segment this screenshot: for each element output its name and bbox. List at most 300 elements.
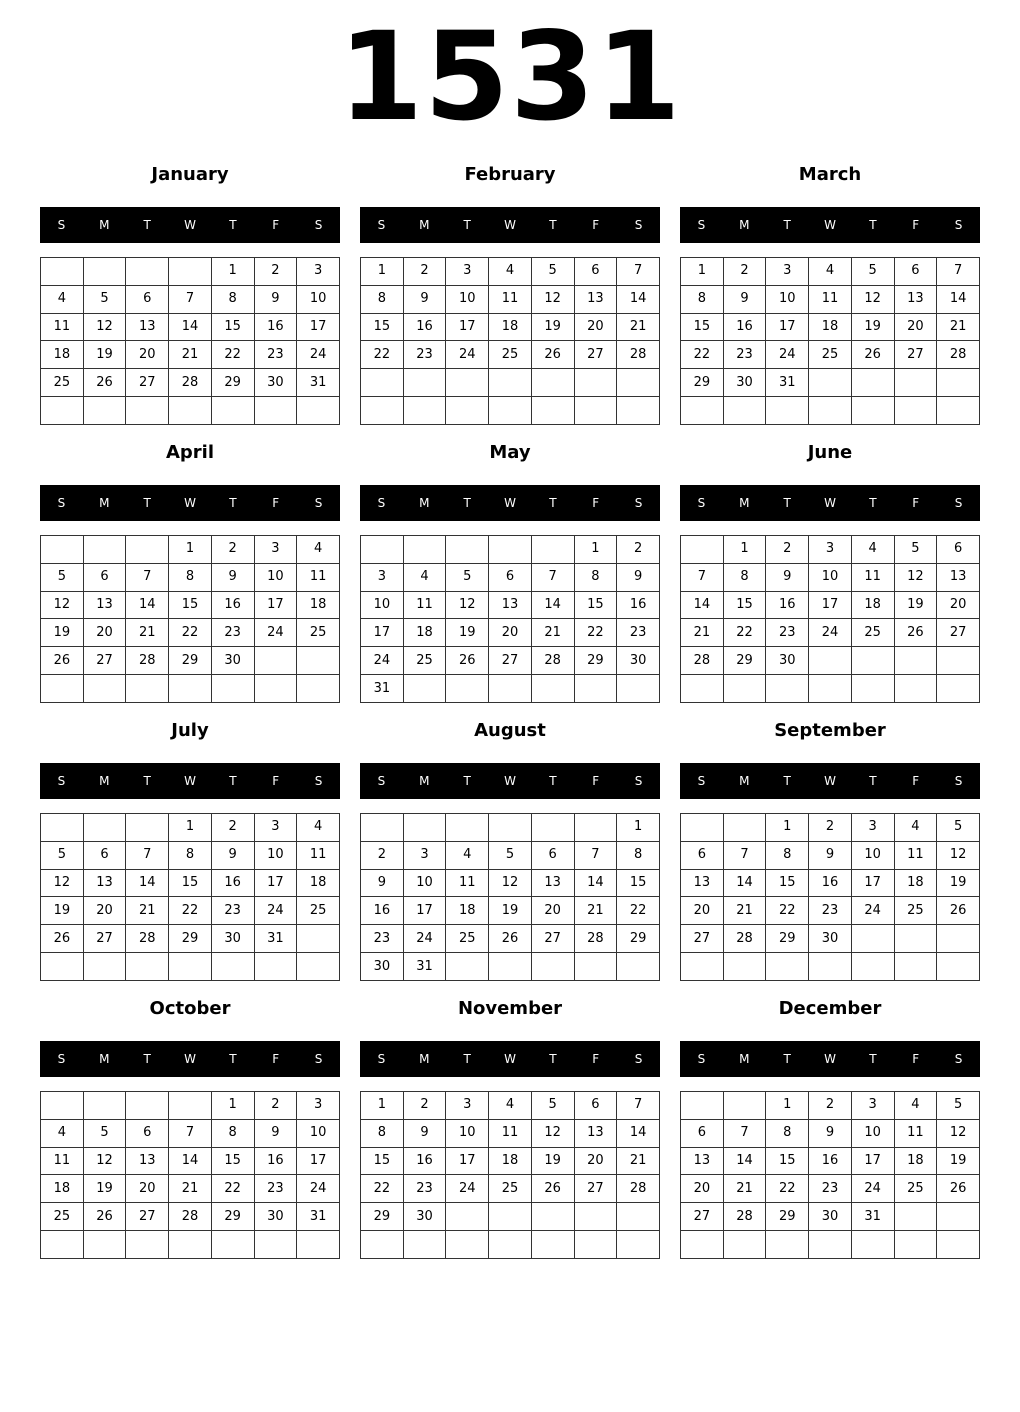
week-row: [681, 1119, 980, 1147]
day-cell: 29: [211, 369, 254, 397]
day-cell: 18: [297, 869, 340, 897]
day-cell: 3: [446, 258, 489, 286]
day-cell: 21: [937, 313, 980, 341]
month-august: [360, 716, 660, 974]
day-cell: 26: [41, 925, 84, 953]
day-cell: 23: [617, 619, 660, 647]
day-cell: 4: [41, 1119, 84, 1147]
day-cell: 1: [211, 1092, 254, 1120]
day-cell: 18: [894, 869, 937, 897]
month-october: [40, 994, 340, 1224]
day-cell: [126, 536, 169, 564]
day-cell: [617, 953, 660, 981]
day-cell: 30: [361, 953, 404, 981]
week-row: [41, 1119, 340, 1147]
weekday-label: T: [143, 1052, 151, 1066]
week-row: [41, 1147, 340, 1175]
day-cell: 1: [169, 536, 212, 564]
day-cell: 24: [297, 1175, 340, 1203]
day-cell: 18: [894, 1147, 937, 1175]
week-row: [681, 341, 980, 369]
weekday-label: T: [463, 218, 471, 232]
day-cell: 31: [403, 953, 446, 981]
day-cell: 12: [894, 563, 937, 591]
day-cell: [766, 675, 809, 703]
weekday-label: S: [57, 218, 66, 232]
weekday-label: S: [377, 496, 386, 510]
day-cell: 2: [617, 536, 660, 564]
week-row: [361, 258, 660, 286]
weekday-label: S: [634, 496, 643, 510]
day-cell: [297, 953, 340, 981]
day-cell: [361, 397, 404, 425]
day-cell: 10: [446, 1119, 489, 1147]
day-cell: 21: [723, 897, 766, 925]
day-cell: [297, 925, 340, 953]
week-row: [41, 369, 340, 397]
day-cell: 20: [574, 1147, 617, 1175]
month-name: October: [149, 998, 231, 1019]
day-cell: [489, 536, 532, 564]
day-cell: 3: [297, 258, 340, 286]
day-cell: [446, 369, 489, 397]
day-cell: 11: [446, 869, 489, 897]
day-cell: 19: [446, 619, 489, 647]
week-row: [681, 619, 980, 647]
day-cell: 31: [851, 1203, 894, 1231]
day-cell: [489, 953, 532, 981]
day-cell: 27: [126, 369, 169, 397]
week-row: [361, 285, 660, 313]
day-cell: 26: [894, 619, 937, 647]
day-cell: 31: [297, 1203, 340, 1231]
day-grid: [680, 1091, 980, 1259]
day-cell: 17: [297, 313, 340, 341]
day-cell: 29: [361, 1203, 404, 1231]
day-cell: 30: [254, 369, 297, 397]
day-cell: 1: [574, 536, 617, 564]
weekday-label: W: [504, 218, 516, 232]
day-cell: 16: [403, 1147, 446, 1175]
week-row: [361, 897, 660, 925]
day-cell: 27: [126, 1203, 169, 1231]
day-cell: 30: [211, 925, 254, 953]
day-cell: 24: [403, 925, 446, 953]
day-cell: 15: [169, 591, 212, 619]
day-cell: 26: [851, 341, 894, 369]
day-cell: 10: [297, 285, 340, 313]
day-cell: [41, 258, 84, 286]
day-cell: 23: [361, 925, 404, 953]
day-cell: [361, 814, 404, 842]
weekday-label: F: [592, 218, 600, 232]
day-cell: 23: [254, 341, 297, 369]
day-cell: 1: [617, 814, 660, 842]
day-cell: 19: [894, 591, 937, 619]
day-cell: 3: [446, 1092, 489, 1120]
day-cell: 6: [126, 285, 169, 313]
weekday-label: S: [954, 496, 963, 510]
day-cell: 6: [937, 536, 980, 564]
day-cell: 4: [489, 1092, 532, 1120]
week-row: [41, 814, 340, 842]
day-cell: [254, 397, 297, 425]
weekday-label: T: [549, 218, 557, 232]
day-cell: 2: [723, 258, 766, 286]
day-cell: [574, 1231, 617, 1259]
weekday-label: F: [272, 774, 280, 788]
day-cell: [83, 814, 126, 842]
day-cell: [723, 953, 766, 981]
day-cell: [489, 397, 532, 425]
day-cell: [894, 925, 937, 953]
day-cell: 25: [894, 897, 937, 925]
day-cell: 12: [937, 841, 980, 869]
day-cell: 20: [574, 313, 617, 341]
weekday-label: S: [377, 218, 386, 232]
day-cell: [681, 536, 724, 564]
week-row: [361, 647, 660, 675]
week-row: [41, 563, 340, 591]
weekday-label: M: [419, 496, 430, 510]
day-cell: 17: [297, 1147, 340, 1175]
weekday-label: S: [634, 1052, 643, 1066]
day-cell: [83, 397, 126, 425]
day-cell: [723, 397, 766, 425]
week-row: [41, 647, 340, 675]
week-row: [41, 925, 340, 953]
day-cell: 30: [211, 647, 254, 675]
day-cell: 24: [851, 1175, 894, 1203]
day-cell: [531, 1231, 574, 1259]
day-cell: 12: [41, 591, 84, 619]
day-cell: 26: [446, 647, 489, 675]
day-cell: [446, 814, 489, 842]
day-cell: 7: [126, 563, 169, 591]
weekday-label: W: [824, 774, 836, 788]
day-cell: [531, 369, 574, 397]
day-cell: 28: [531, 647, 574, 675]
day-cell: 26: [531, 1175, 574, 1203]
day-grid: [680, 535, 980, 703]
day-cell: 15: [211, 1147, 254, 1175]
day-cell: 24: [446, 341, 489, 369]
day-cell: 15: [617, 869, 660, 897]
day-cell: 27: [681, 925, 724, 953]
day-cell: 4: [297, 814, 340, 842]
day-cell: 15: [723, 591, 766, 619]
week-row: [681, 369, 980, 397]
day-grid: [680, 813, 980, 981]
weekday-label: S: [954, 218, 963, 232]
day-cell: 29: [766, 925, 809, 953]
day-cell: 8: [211, 1119, 254, 1147]
day-cell: 31: [254, 925, 297, 953]
day-cell: 20: [83, 897, 126, 925]
day-cell: [169, 675, 212, 703]
day-cell: 20: [531, 897, 574, 925]
week-row: [361, 1119, 660, 1147]
day-cell: [297, 1231, 340, 1259]
week-row: [41, 869, 340, 897]
day-cell: [41, 536, 84, 564]
day-cell: 10: [361, 591, 404, 619]
weekday-label: S: [697, 496, 706, 510]
day-cell: 3: [254, 536, 297, 564]
day-cell: [126, 675, 169, 703]
day-cell: 6: [574, 1092, 617, 1120]
day-cell: 17: [403, 897, 446, 925]
month-name: January: [151, 164, 229, 185]
day-cell: 13: [531, 869, 574, 897]
day-cell: 21: [531, 619, 574, 647]
day-cell: 31: [766, 369, 809, 397]
day-cell: 24: [254, 619, 297, 647]
day-cell: [809, 369, 852, 397]
day-cell: [446, 953, 489, 981]
day-cell: 27: [489, 647, 532, 675]
day-cell: 5: [531, 1092, 574, 1120]
week-row: [41, 1175, 340, 1203]
day-cell: 24: [361, 647, 404, 675]
day-cell: [574, 369, 617, 397]
week-row: [681, 258, 980, 286]
week-row: [361, 341, 660, 369]
week-row: [681, 1092, 980, 1120]
day-cell: [531, 397, 574, 425]
day-cell: 3: [361, 563, 404, 591]
day-cell: 6: [531, 841, 574, 869]
day-cell: 23: [809, 897, 852, 925]
day-cell: 29: [617, 925, 660, 953]
day-cell: [851, 1231, 894, 1259]
day-cell: [937, 1231, 980, 1259]
day-cell: 9: [809, 1119, 852, 1147]
day-cell: 30: [809, 925, 852, 953]
day-cell: [531, 953, 574, 981]
day-cell: 13: [681, 1147, 724, 1175]
day-grid: [40, 535, 340, 703]
week-row: [361, 869, 660, 897]
weekday-label: F: [592, 496, 600, 510]
week-row: [361, 313, 660, 341]
month-name: August: [474, 720, 546, 741]
day-cell: 1: [681, 258, 724, 286]
day-cell: 20: [83, 619, 126, 647]
weekday-label: M: [739, 218, 750, 232]
day-cell: 9: [766, 563, 809, 591]
weekday-label: F: [912, 496, 920, 510]
week-row: [681, 814, 980, 842]
day-cell: 19: [41, 897, 84, 925]
day-cell: 28: [169, 369, 212, 397]
day-cell: [254, 1231, 297, 1259]
day-cell: [446, 536, 489, 564]
day-cell: 16: [809, 869, 852, 897]
day-cell: [403, 814, 446, 842]
weekday-label: S: [57, 774, 66, 788]
day-cell: 16: [766, 591, 809, 619]
day-cell: 11: [489, 285, 532, 313]
day-cell: 7: [681, 563, 724, 591]
weekday-label: M: [739, 1052, 750, 1066]
day-cell: 6: [574, 258, 617, 286]
day-cell: [126, 953, 169, 981]
day-cell: 29: [574, 647, 617, 675]
weekday-label: W: [184, 496, 196, 510]
day-cell: 14: [681, 591, 724, 619]
day-cell: [894, 397, 937, 425]
weekday-header: [360, 207, 660, 243]
week-row: [681, 313, 980, 341]
day-cell: 15: [211, 313, 254, 341]
day-cell: 11: [809, 285, 852, 313]
week-row: [361, 536, 660, 564]
day-cell: [617, 1231, 660, 1259]
weekday-label: T: [229, 218, 237, 232]
day-cell: 28: [169, 1203, 212, 1231]
month-name: November: [457, 998, 563, 1019]
day-cell: 9: [403, 285, 446, 313]
day-cell: 2: [254, 1092, 297, 1120]
week-row: [41, 953, 340, 981]
week-row: [41, 285, 340, 313]
day-cell: 4: [489, 258, 532, 286]
day-cell: 2: [403, 1092, 446, 1120]
day-cell: [211, 953, 254, 981]
day-cell: 5: [83, 285, 126, 313]
day-cell: 29: [681, 369, 724, 397]
day-cell: [83, 536, 126, 564]
day-cell: 16: [617, 591, 660, 619]
day-cell: 10: [766, 285, 809, 313]
weekday-label: T: [549, 774, 557, 788]
day-cell: 17: [809, 591, 852, 619]
day-cell: [403, 369, 446, 397]
day-cell: 19: [83, 341, 126, 369]
day-cell: 14: [531, 591, 574, 619]
day-cell: 19: [937, 869, 980, 897]
day-cell: 18: [851, 591, 894, 619]
weekday-label: S: [314, 218, 323, 232]
day-cell: 23: [723, 341, 766, 369]
weekday-label: S: [377, 1052, 386, 1066]
day-cell: 15: [361, 313, 404, 341]
day-cell: 6: [83, 563, 126, 591]
day-cell: 14: [169, 313, 212, 341]
day-cell: 30: [254, 1203, 297, 1231]
day-cell: 9: [361, 869, 404, 897]
day-cell: [574, 953, 617, 981]
day-cell: [531, 1203, 574, 1231]
day-cell: 19: [83, 1175, 126, 1203]
day-cell: 22: [617, 897, 660, 925]
day-cell: 8: [574, 563, 617, 591]
week-row: [681, 897, 980, 925]
day-cell: 25: [851, 619, 894, 647]
day-cell: 18: [489, 313, 532, 341]
day-cell: 2: [403, 258, 446, 286]
month-may: [360, 438, 660, 696]
day-cell: [894, 647, 937, 675]
weekday-label: M: [419, 774, 430, 788]
day-cell: [41, 675, 84, 703]
day-cell: 8: [169, 841, 212, 869]
week-row: [361, 925, 660, 953]
week-row: [361, 675, 660, 703]
weekday-label: T: [463, 774, 471, 788]
day-cell: 6: [681, 841, 724, 869]
day-cell: 25: [446, 925, 489, 953]
day-cell: 17: [851, 1147, 894, 1175]
day-cell: [446, 397, 489, 425]
day-cell: 28: [126, 647, 169, 675]
weekday-label: M: [419, 1052, 430, 1066]
weekday-label: S: [314, 774, 323, 788]
week-row: [681, 675, 980, 703]
week-row: [361, 1203, 660, 1231]
day-cell: 9: [211, 841, 254, 869]
day-cell: [766, 397, 809, 425]
day-cell: 28: [937, 341, 980, 369]
day-cell: 28: [126, 925, 169, 953]
day-cell: 9: [723, 285, 766, 313]
day-cell: 13: [937, 563, 980, 591]
weekday-label: F: [592, 1052, 600, 1066]
day-cell: [531, 814, 574, 842]
day-cell: 19: [531, 313, 574, 341]
day-cell: 20: [681, 897, 724, 925]
week-row: [361, 1231, 660, 1259]
week-row: [681, 397, 980, 425]
day-cell: [681, 1231, 724, 1259]
day-cell: 4: [403, 563, 446, 591]
week-row: [361, 841, 660, 869]
day-cell: 12: [531, 1119, 574, 1147]
day-cell: 26: [937, 1175, 980, 1203]
day-cell: 27: [83, 647, 126, 675]
day-cell: [446, 1203, 489, 1231]
weekday-header: [680, 763, 980, 799]
day-cell: 8: [361, 1119, 404, 1147]
day-cell: 18: [41, 341, 84, 369]
day-cell: 20: [126, 341, 169, 369]
day-cell: [41, 953, 84, 981]
day-cell: [723, 675, 766, 703]
day-cell: 10: [297, 1119, 340, 1147]
day-cell: 28: [723, 925, 766, 953]
day-cell: [894, 953, 937, 981]
day-cell: 2: [361, 841, 404, 869]
day-cell: [489, 1231, 532, 1259]
week-row: [681, 1203, 980, 1231]
day-cell: 25: [41, 369, 84, 397]
day-cell: [169, 397, 212, 425]
weekday-label: M: [99, 774, 110, 788]
day-cell: [531, 536, 574, 564]
week-row: [41, 841, 340, 869]
weekday-label: M: [739, 496, 750, 510]
week-row: [361, 563, 660, 591]
day-cell: 3: [254, 814, 297, 842]
day-cell: [574, 397, 617, 425]
day-cell: 11: [41, 313, 84, 341]
day-cell: [851, 953, 894, 981]
week-row: [41, 536, 340, 564]
day-cell: 25: [403, 647, 446, 675]
day-cell: 13: [126, 313, 169, 341]
day-cell: [809, 397, 852, 425]
